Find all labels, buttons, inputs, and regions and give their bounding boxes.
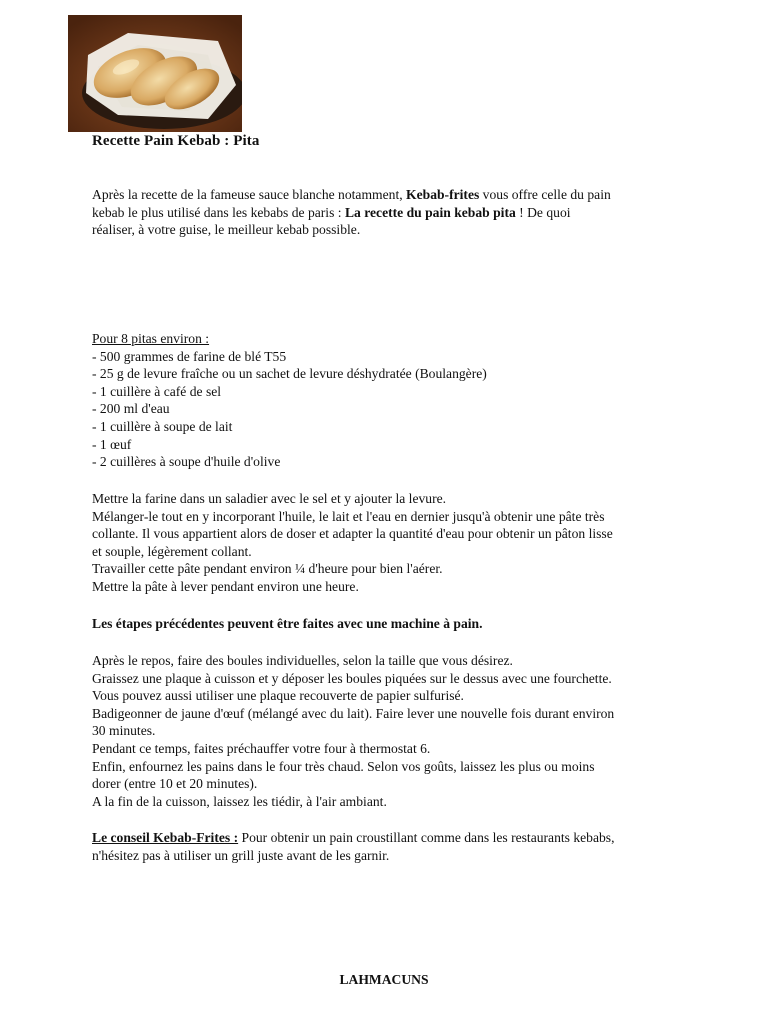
step-line: dorer (entre 10 et 20 minutes).: [92, 776, 258, 792]
step-line: Enfin, enfournez les pains dans le four très chaud. Selon vos goûts, laissez les plus ou moins: [92, 758, 595, 774]
machine-note: Les étapes précédentes peuvent être faites avec une machine à pain.: [92, 616, 483, 631]
ingredients-list: [92, 330, 692, 471]
intro-text: kebab le plus utilisé dans les kebabs de paris :: [92, 204, 345, 220]
recipe-highlight: La recette du pain kebab pita: [344, 204, 516, 220]
step-line: A la fin de la cuisson, laissez les tiédir, à l'air ambiant.: [92, 793, 387, 809]
recipe-title: Recette Pain Kebab : Pita: [92, 133, 260, 149]
ingredient-item: - 1 cuillère à café de sel: [92, 383, 222, 399]
tip-paragraph: [92, 829, 692, 864]
ingredient-item: - 1 cuillère à soupe de lait: [92, 418, 233, 434]
tip-text: Pour obtenir un pain croustillant comme dans les restaurants kebabs,: [238, 830, 615, 845]
step-line: Vous pouvez aussi utiliser une plaque recouverte de papier sulfurisé.: [92, 688, 464, 704]
ingredients-heading: Pour 8 pitas environ :: [92, 331, 210, 346]
step-line: Mettre la pâte à lever pendant environ une heure.: [92, 578, 359, 594]
ingredient-item: - 2 cuillères à soupe d'huile d'olive: [92, 454, 281, 470]
intro-text: ! De quoi: [515, 204, 571, 220]
pita-bread-illustration: [68, 15, 242, 132]
step-line: Mettre la farine dans un saladier avec le sel et y ajouter la levure.: [92, 491, 447, 506]
ingredient-item: - 25 g de levure fraîche ou un sachet de levure déshydratée (Boulangère): [92, 366, 487, 382]
step-line: Mélanger-le tout en y incorporant l'huile, le lait et l'eau en dernier jusqu'à obtenir une pâte très: [92, 508, 605, 524]
intro-paragraph: [92, 186, 692, 239]
preparation-steps: [92, 490, 692, 596]
step-line: Après le repos, faire des boules individuelles, selon la taille que vous désirez.: [92, 653, 513, 668]
ingredient-item: - 200 ml d'eau: [92, 401, 170, 417]
step-line: et souple, légèrement collant.: [92, 543, 252, 559]
step-line: Badigeonner de jaune d'œuf (mélangé avec du lait). Faire lever une nouvelle fois durant environ: [92, 705, 615, 721]
step-line: collante. Il vous appartient alors de doser et adapter la quantité d'eau pour obtenir un pâton lisse: [92, 526, 613, 542]
tip-label: Le conseil Kebab-Frites :: [92, 830, 239, 845]
intro-text: vous offre celle du pain: [479, 187, 611, 202]
step-line: Pendant ce temps, faites préchauffer votre four à thermostat 6.: [92, 740, 431, 756]
pita-bread-photo: [68, 15, 242, 132]
intro-text: Après la recette de la fameuse sauce blanche notamment,: [92, 187, 407, 202]
brand-name: Kebab-frites: [406, 187, 480, 202]
next-recipe-heading: LAHMACUNS: [339, 972, 429, 987]
ingredient-item: - 500 grammes de farine de blé T55: [92, 348, 287, 364]
step-line: 30 minutes.: [92, 723, 156, 739]
baking-steps: [92, 652, 692, 810]
step-line: Travailler cette pâte pendant environ ¼ d'heure pour bien l'aérer.: [92, 561, 443, 577]
ingredient-item: - 1 œuf: [92, 436, 132, 452]
tip-text: n'hésitez pas à utiliser un grill juste avant de les garnir.: [92, 847, 390, 863]
intro-text: réaliser, à votre guise, le meilleur kebab possible.: [92, 222, 361, 238]
step-line: Graissez une plaque à cuisson et y déposer les boules piquées sur le dessus avec une fourchette.: [92, 670, 612, 686]
